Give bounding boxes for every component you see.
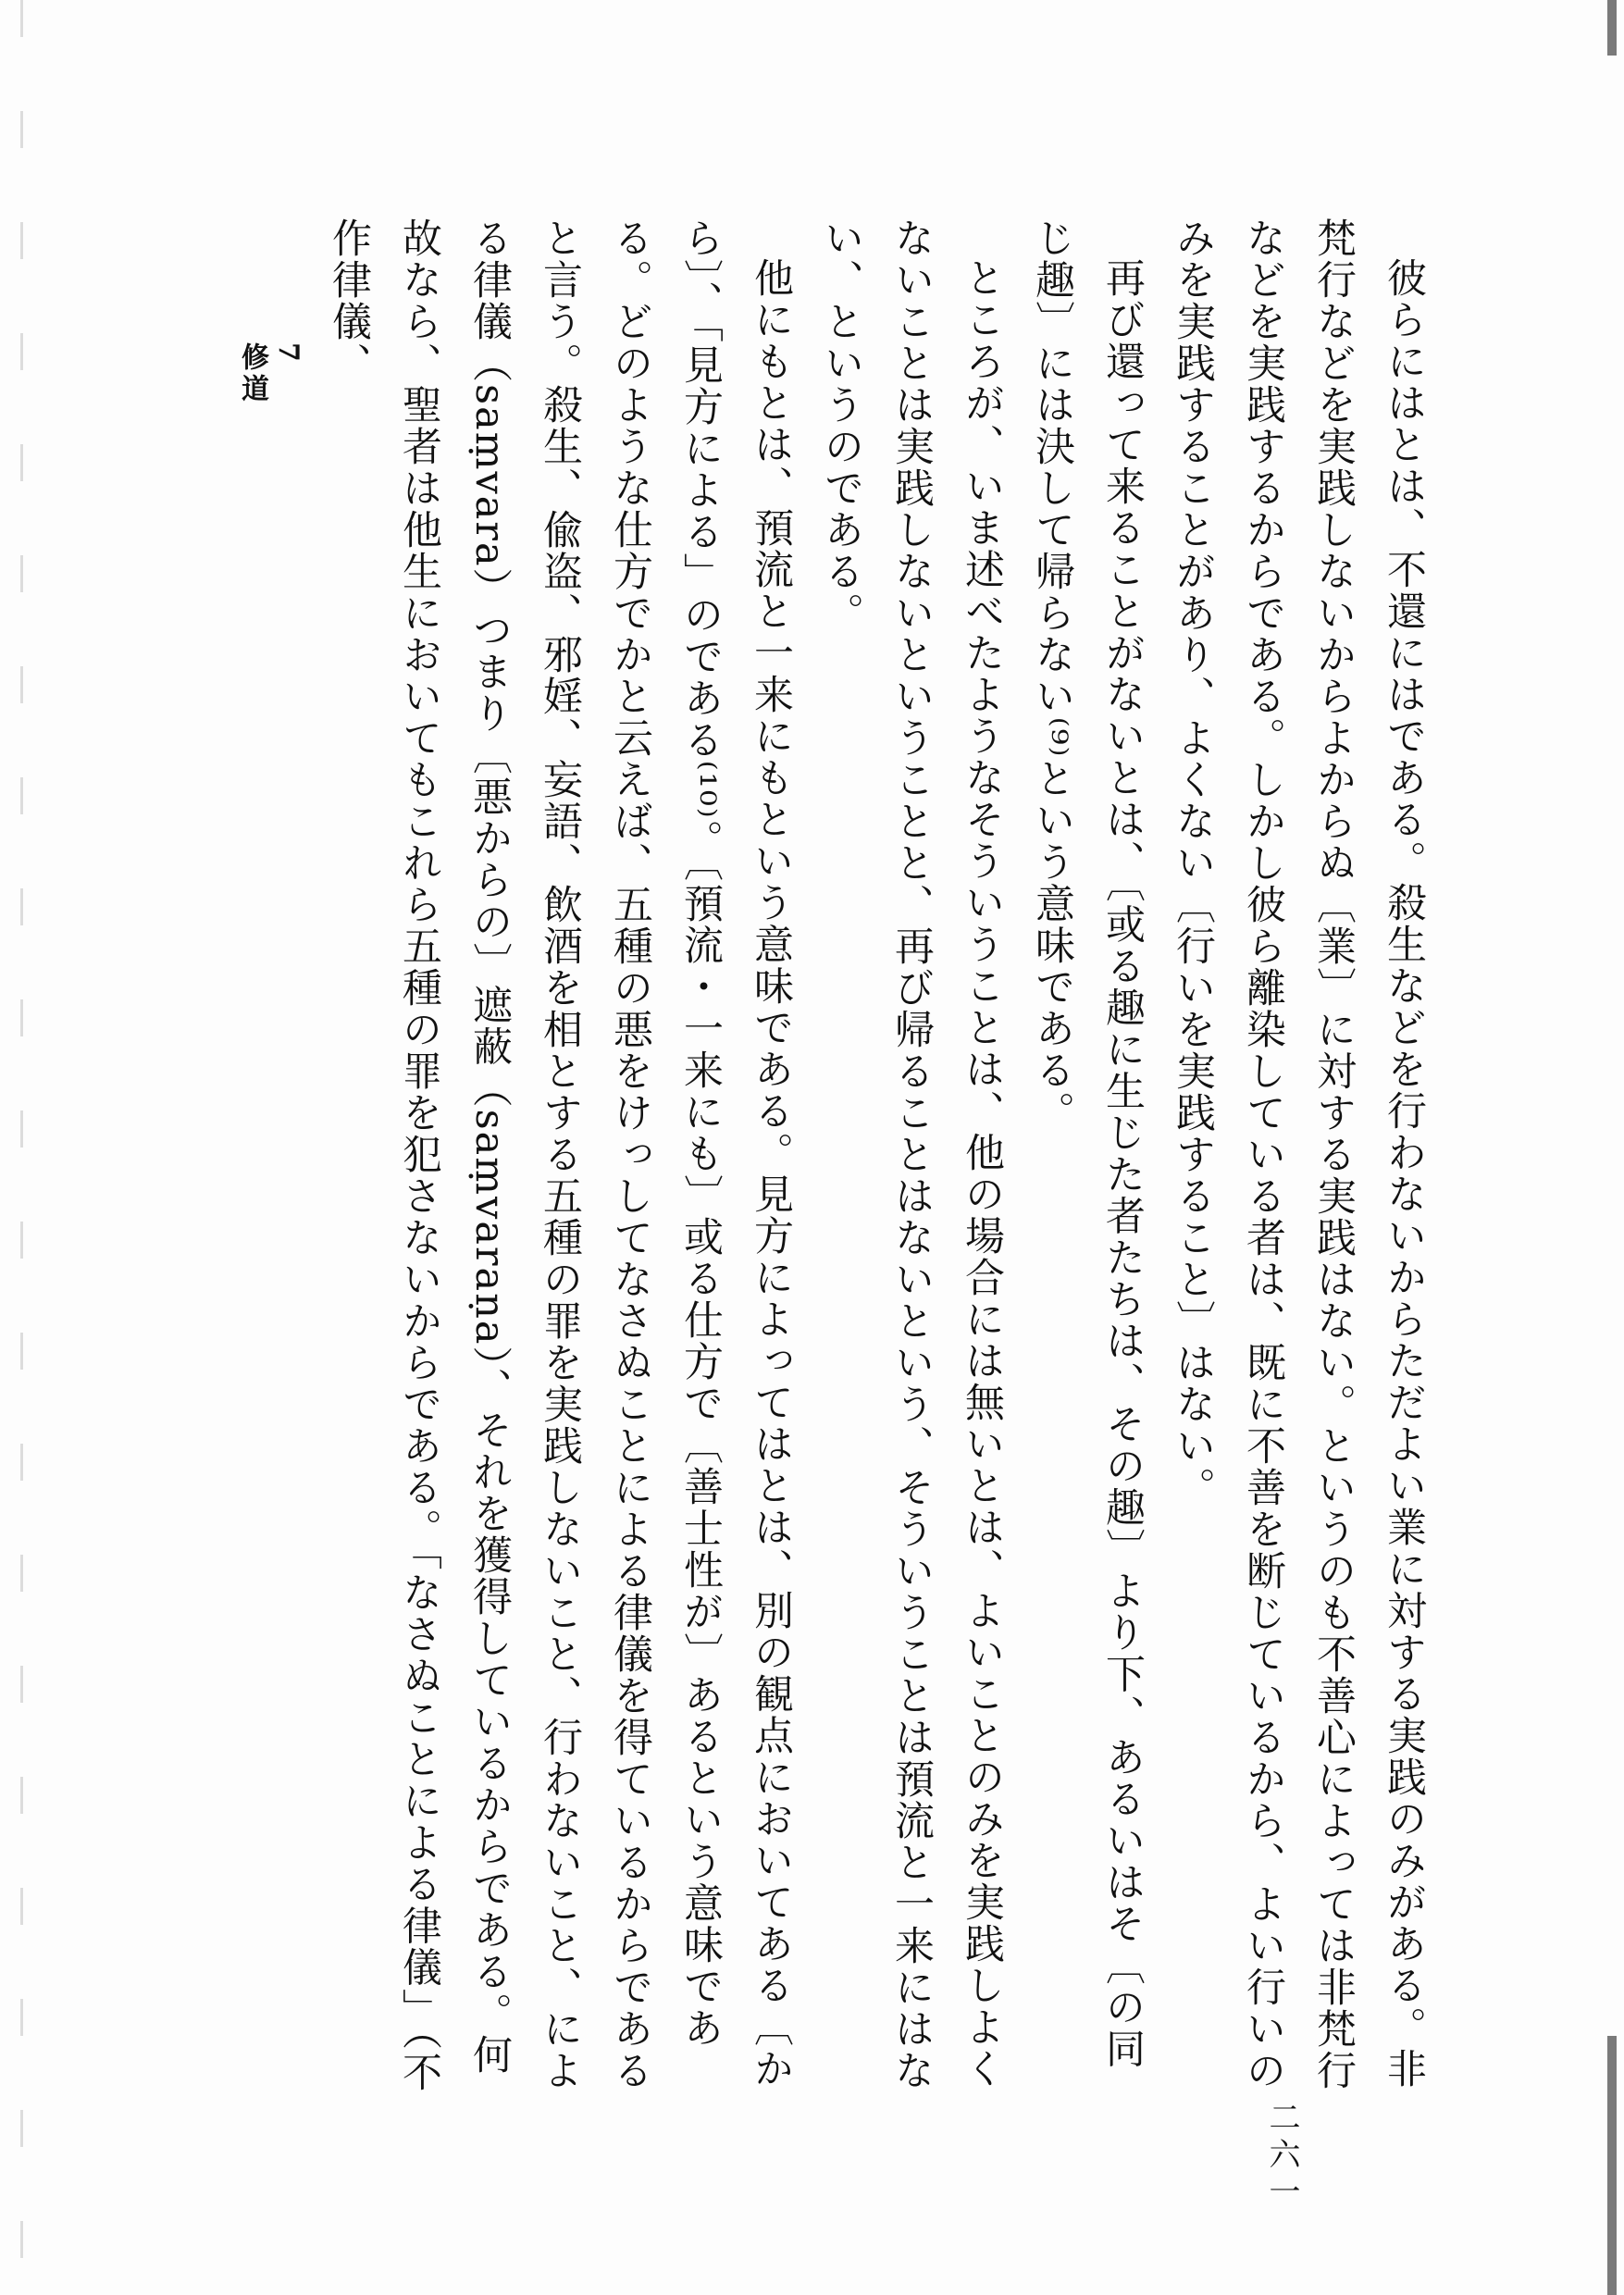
body-text [217, 217, 1439, 2105]
running-head [231, 342, 304, 405]
paragraph-4: 他にもとは、預流と一来にもという意味である。見方によってはとは、別の観点においてある〔から〕、「見方による」のである⁽¹⁰⁾。〔預流・一来にも〕或る仕方で〔善士性が〕あるという意味である。どのような仕方でかと云えば、五種の悪をけっしてなさぬことによる律儀を得ているからであると言う。殺生、偸盗、邪婬、妄語、飲酒を相とする五種の罪を実践しないこと、行わないこと、による律儀（saṃvara）つまり〔悪からの〕遮蔽（saṃvaraṇa）、それを獲得しているからである。何故なら、聖者は他生においてもこれら五種の罪を犯さないからである。「なさぬことによる律儀」（不作律儀、 [326, 217, 794, 2093]
paragraph-1: 彼らにはとは、不還にはである。殺生などを行わないからただよい業に対する実践のみがある。非梵行などを実践しないからよからぬ〔業〕に対する実践はない。というのも不善心によっては非梵行などを実践するからである。しかし彼ら離染している者は、既に不善を断じているから、よい行いのみを実践することがあり、よくない〔行いを実践すること〕はない。 [1170, 217, 1427, 2091]
chapter-title: 修道 [236, 342, 268, 405]
page-number: 二六一 [1263, 2101, 1300, 2212]
paragraph-3: ところが、いま述べたようなそういうことは、他の場合には無いとは、よいことのみを実践しよくないことは実践しないということと、再び帰ることはないという、そういうことは預流と一来にはない、というのである。 [818, 217, 1005, 2091]
paragraph-2: 再び還って来ることがないとは、〔或る趣に生じた者たちは、その趣〕より下、あるいはそ〔の同じ趣〕には決して帰らない⁽⁹⁾という意味である。 [1029, 217, 1146, 2070]
scan-edge-right [1607, 0, 1617, 2295]
chapter-number: 7 [272, 342, 304, 366]
scan-edge-left [20, 0, 23, 2295]
